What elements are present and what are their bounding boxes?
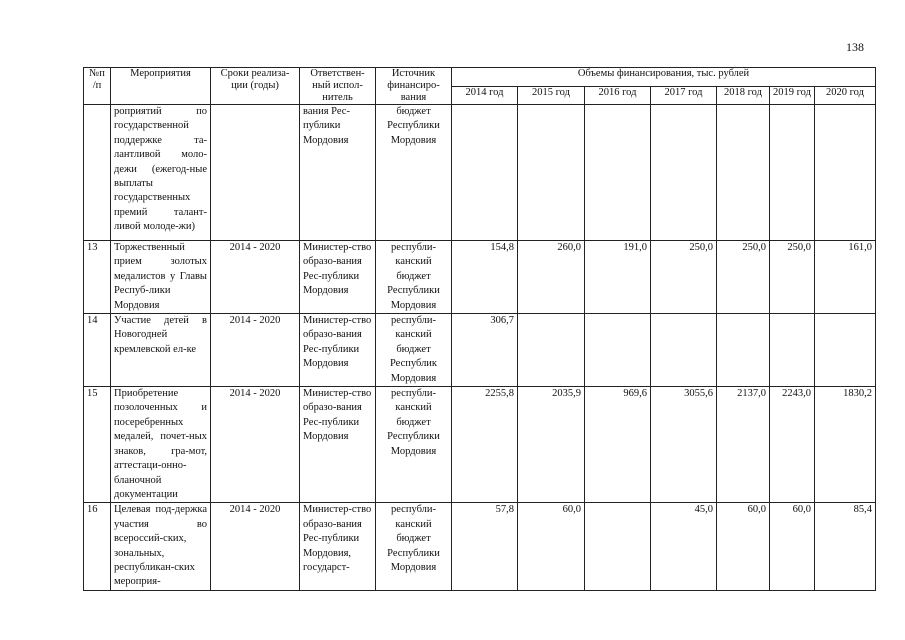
cell-num (84, 105, 111, 241)
cell-2019: 2243,0 (770, 387, 815, 503)
cell-2015: 260,0 (518, 241, 585, 314)
cell-responsible: вания Рес-публики Мордовия (300, 105, 376, 241)
table-row (84, 387, 876, 503)
header-years: Сроки реализа-ции (годы) (211, 68, 300, 105)
cell-2019 (770, 314, 815, 387)
header-2015: 2015 год (518, 86, 585, 105)
cell-years (211, 105, 300, 241)
cell-2020 (815, 105, 876, 241)
cell-2019 (770, 105, 815, 241)
cell-num: 13 (84, 241, 111, 314)
header-2018: 2018 год (717, 86, 770, 105)
cell-2016 (585, 105, 651, 241)
cell-num: 14 (84, 314, 111, 387)
header-source: Источник финансиро-вания (376, 68, 452, 105)
cell-2017: 3055,6 (651, 387, 717, 503)
header-2017: 2017 год (651, 86, 717, 105)
cell-2016 (585, 503, 651, 591)
cell-2014 (452, 105, 518, 241)
cell-2015 (518, 314, 585, 387)
header-2014: 2014 год (452, 86, 518, 105)
header-2020: 2020 год (815, 86, 876, 105)
page-number: 138 (846, 40, 864, 54)
cell-2014: 2255,8 (452, 387, 518, 503)
cell-years: 2014 - 2020 (211, 314, 300, 387)
cell-num: 15 (84, 387, 111, 503)
cell-activity: роприятий по государственной поддержке та-лантливой моло-дежи (ежегод-ные выплаты государственных премий талант-ливой молоде-жи) (111, 105, 211, 241)
cell-activity: Целевая под-держка участия во всероссий-ских, зональных, республикан-ских мероприя- (111, 503, 211, 591)
cell-2019: 250,0 (770, 241, 815, 314)
header-2016: 2016 год (585, 86, 651, 105)
cell-num: 16 (84, 503, 111, 591)
cell-2015: 60,0 (518, 503, 585, 591)
cell-2017 (651, 314, 717, 387)
cell-source: республи-канский бюджет Республики Мордовия (376, 241, 452, 314)
cell-2019: 60,0 (770, 503, 815, 591)
cell-activity: Торжественный прием золотых медалистов у Главы Респуб-лики Мордовия (111, 241, 211, 314)
cell-2017: 250,0 (651, 241, 717, 314)
cell-2020: 1830,2 (815, 387, 876, 503)
table-row (84, 105, 876, 241)
cell-2015 (518, 105, 585, 241)
cell-years: 2014 - 2020 (211, 387, 300, 503)
cell-2018 (717, 105, 770, 241)
cell-2017 (651, 105, 717, 241)
table-row (84, 503, 876, 591)
cell-2018: 60,0 (717, 503, 770, 591)
cell-source: республи-канский бюджет Республик Мордовия (376, 314, 452, 387)
header-funding-group: Объемы финансирования, тыс. рублей (452, 68, 876, 87)
cell-2018 (717, 314, 770, 387)
cell-responsible: Министер-ство образо-вания Рес-публики Мордовия, государст- (300, 503, 376, 591)
cell-responsible: Министер-ство образо-вания Рес-публики Мордовия (300, 314, 376, 387)
cell-activity: Участие детей в Новогодней кремлевской ел-ке (111, 314, 211, 387)
cell-2020: 161,0 (815, 241, 876, 314)
cell-source: бюджет Республики Мордовия (376, 105, 452, 241)
funding-table (83, 67, 876, 591)
header-2019: 2019 год (770, 86, 815, 105)
cell-2020 (815, 314, 876, 387)
cell-2015: 2035,9 (518, 387, 585, 503)
cell-2016 (585, 314, 651, 387)
cell-2016: 969,6 (585, 387, 651, 503)
cell-2016: 191,0 (585, 241, 651, 314)
cell-responsible: Министер-ство образо-вания Рес-публики Мордовия (300, 241, 376, 314)
cell-2018: 2137,0 (717, 387, 770, 503)
header-activity: Мероприятия (111, 68, 211, 105)
cell-2014: 154,8 (452, 241, 518, 314)
cell-years: 2014 - 2020 (211, 503, 300, 591)
cell-2014: 57,8 (452, 503, 518, 591)
cell-source: республи-канский бюджет Республики Мордовия (376, 387, 452, 503)
cell-activity: Приобретение позолоченных и посеребренных медалей, почет-ных знаков, гра-мот, аттестаци-онно-бланочной документации (111, 387, 211, 503)
header-num: №п /п (84, 68, 111, 105)
cell-2017: 45,0 (651, 503, 717, 591)
cell-responsible: Министер-ство образо-вания Рес-публики Мордовия (300, 387, 376, 503)
table-row (84, 241, 876, 314)
header-responsible: Ответствен-ный испол-нитель (300, 68, 376, 105)
cell-2020: 85,4 (815, 503, 876, 591)
table-row (84, 314, 876, 387)
cell-2014: 306,7 (452, 314, 518, 387)
cell-2018: 250,0 (717, 241, 770, 314)
cell-years: 2014 - 2020 (211, 241, 300, 314)
cell-source: республи-канский бюджет Республики Мордовия (376, 503, 452, 591)
